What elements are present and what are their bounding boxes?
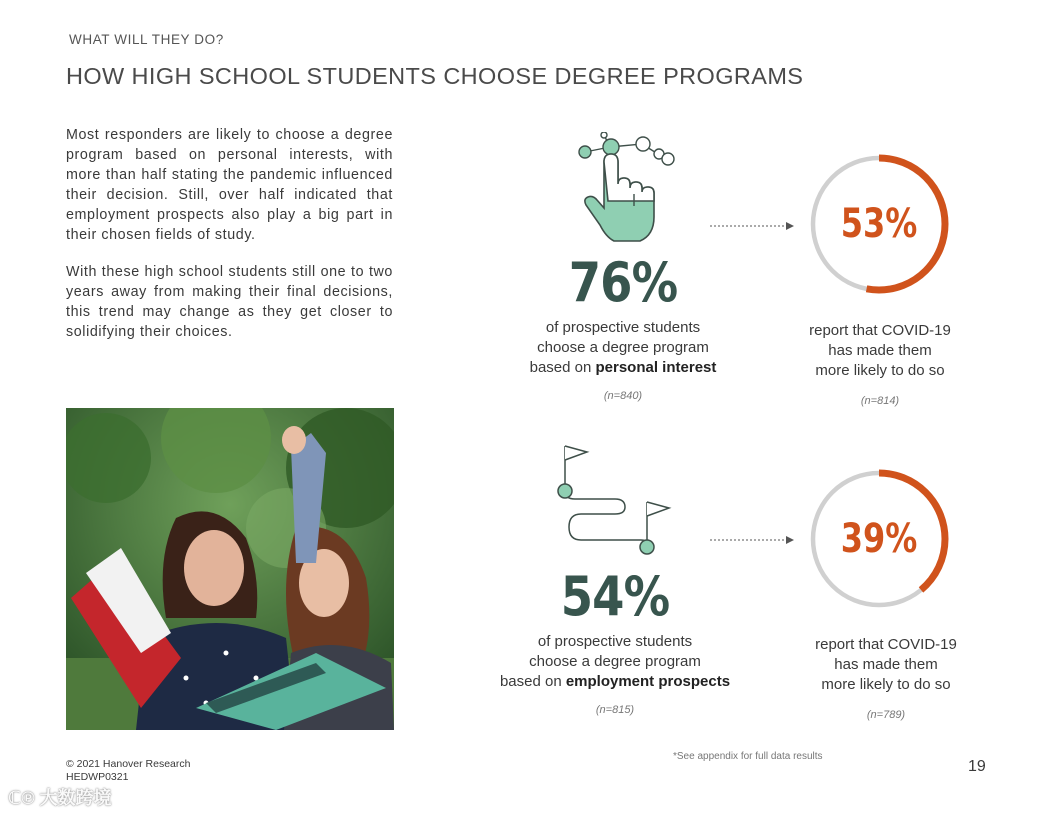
employment-desc-line-1: of prospective students: [537, 633, 693, 650]
employment-sample-size: (n=815): [595, 704, 635, 716]
students-photo: [66, 408, 394, 730]
path-flags-icon: [553, 444, 678, 559]
covid-interest-desc-line-1: report that COVID-19: [809, 322, 951, 339]
covid-employment-percent: 39%: [840, 516, 918, 562]
intro-paragraph-1: Most responders are likely to choose a degree program based on personal interests, with more than half stating the pandemic influenced their decision. Still, over half indicated that employment prospects also play a big part in their chosen fields of study.: [66, 127, 393, 243]
page-title: HOW HIGH SCHOOL STUDENTS CHOOSE DEGREE PROGRAMS: [66, 63, 804, 89]
covid-interest-desc-line-3: more likely to do so: [815, 362, 945, 379]
personal-interest-desc-bold: personal interest: [595, 359, 717, 376]
covid-interest-sample-size: (n=814): [860, 395, 900, 407]
personal-interest-value: 76%: [568, 251, 678, 314]
covid-employment-description: [776, 635, 996, 725]
copyright: [66, 758, 190, 784]
footnote: *See appendix for full data results: [673, 751, 823, 762]
personal-interest-desc-line-2: choose a degree program: [537, 339, 709, 356]
employment-desc-line-3: [485, 672, 745, 692]
students-photo-illustration: [66, 408, 394, 730]
personal-interest-stat: [503, 251, 743, 402]
employment-stat: [485, 565, 745, 716]
covid-interest-desc-line-2: has made them: [828, 342, 932, 359]
watermark-text: 大数跨境: [39, 788, 112, 808]
personal-interest-desc-prefix: based on: [529, 359, 596, 376]
covid-employment-desc-line-2: has made them: [834, 656, 938, 673]
eyebrow-label: WHAT WILL THEY DO?: [69, 32, 224, 47]
employment-desc-prefix: based on: [499, 673, 566, 690]
covid-employment-desc-line-3: more likely to do so: [821, 676, 951, 693]
arrow-icon: [710, 533, 794, 551]
intro-text: [66, 125, 393, 342]
touch-hand-icon: [572, 132, 682, 244]
employment-value: 54%: [560, 565, 670, 628]
watermark-logo-icon: ℂ℗: [8, 788, 40, 808]
arrow-icon: [710, 219, 794, 237]
copyright-line: © 2021 Hanover Research: [66, 758, 191, 770]
covid-interest-description: [770, 321, 990, 411]
covid-interest-ring: [808, 153, 950, 295]
personal-interest-desc-line-3: [503, 358, 743, 378]
personal-interest-desc-line-1: of prospective students: [545, 319, 701, 336]
covid-employment-desc-line-1: report that COVID-19: [815, 636, 957, 653]
document-code: HEDWP0321: [66, 771, 129, 783]
page-number: 19: [968, 758, 986, 775]
covid-employment-ring: [808, 468, 950, 610]
intro-paragraph-2: With these high school students still one to two years away from making their final decisions, this trend may change as they get closer to solidifying their choices.: [66, 264, 393, 340]
covid-employment-sample-size: (n=789): [866, 709, 906, 721]
personal-interest-description: [503, 318, 743, 378]
watermark: [8, 784, 111, 810]
employment-desc-line-2: choose a degree program: [529, 653, 701, 670]
employment-description: [485, 632, 745, 692]
employment-desc-bold: employment prospects: [565, 673, 731, 690]
covid-interest-percent: 53%: [840, 201, 918, 247]
personal-interest-sample-size: (n=840): [603, 390, 643, 402]
